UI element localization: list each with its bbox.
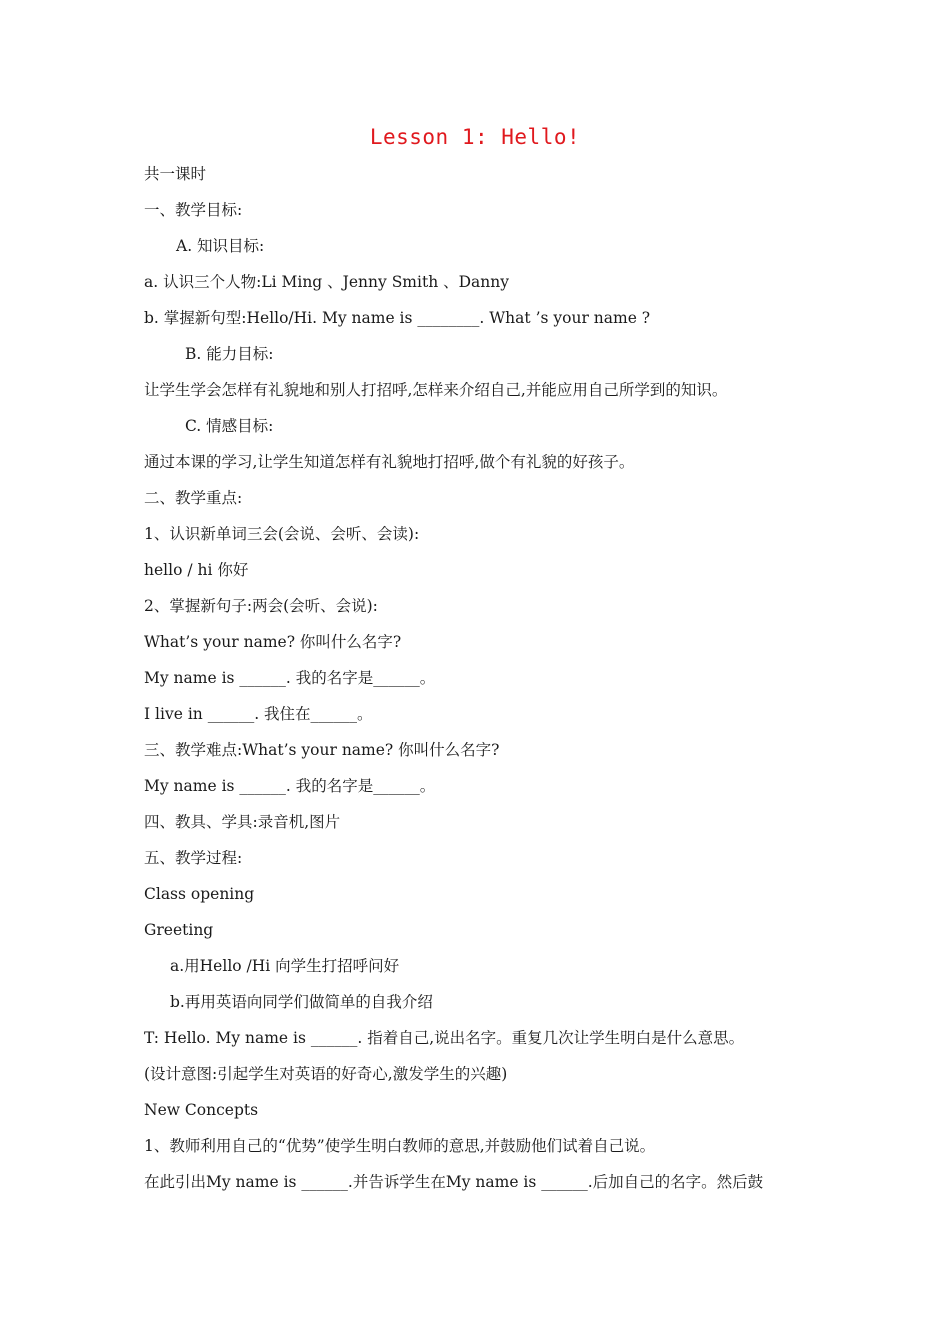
line-sentence-patterns: b. 掌握新句型:Hello/Hi. My name is ________. What ’s your name ?: [144, 309, 651, 327]
line-greeting: Greeting: [144, 921, 214, 939]
line-whats-your-name: What’s your name? 你叫什么名字?: [144, 633, 402, 651]
line-concept-1: 1、教师利用自己的“优势”使学生明白教师的意思,并鼓励他们试着自己说。: [144, 1137, 656, 1155]
subheading-knowledge-goals: A. 知识目标:: [176, 237, 265, 255]
line-know-characters: a. 认识三个人物:Li Ming 、Jenny Smith 、Danny: [144, 273, 509, 291]
line-greeting-b: b.再用英语向同学们做简单的自我介绍: [170, 993, 433, 1011]
line-class-opening: Class opening: [144, 885, 255, 903]
subheading-ability-goals: B. 能力目标:: [185, 345, 274, 363]
line-new-words: 1、认识新单词三会(会说、会听、会读):: [144, 525, 420, 543]
heading-difficult-points: 三、教学难点:What’s your name? 你叫什么名字?: [144, 741, 500, 759]
line-hello-hi: hello / hi 你好: [144, 561, 249, 579]
line-teacher-intro: T: Hello. My name is ______. 指着自己,说出名字。重复几次让学生明白是什么意思。: [144, 1029, 745, 1047]
line-emotion-description: 通过本课的学习,让学生知道怎样有礼貌地打招呼,做个有礼貌的好孩子。: [144, 453, 635, 471]
line-new-sentences: 2、掌握新句子:两会(会听、会说):: [144, 597, 378, 615]
line-class-count: 共一课时: [144, 165, 207, 183]
line-ability-description: 让学生学会怎样有礼貌地和别人打招呼,怎样来介绍自己,并能应用自己所学到的知识。: [144, 381, 728, 399]
line-concept-1-cont: 在此引出My name is ______.并告诉学生在My name is ______.后加自己的名字。然后鼓: [144, 1173, 764, 1191]
line-i-live-in: I live in ______. 我住在______。: [144, 705, 373, 723]
heading-teaching-process: 五、教学过程:: [144, 849, 243, 867]
heading-teaching-goals: 一、教学目标:: [144, 201, 243, 219]
line-my-name-is-2: My name is ______. 我的名字是______。: [144, 777, 436, 795]
line-design-intent: (设计意图:引起学生对英语的好奇心,激发学生的兴趣): [144, 1065, 508, 1083]
heading-key-points: 二、教学重点:: [144, 489, 243, 507]
line-my-name-is: My name is ______. 我的名字是______。: [144, 669, 436, 687]
subheading-emotion-goals: C. 情感目标:: [185, 417, 274, 435]
heading-teaching-aids: 四、教具、学具:录音机,图片: [144, 813, 341, 831]
line-greeting-a: a.用Hello /Hi 向学生打招呼问好: [170, 957, 400, 975]
lesson-title: Lesson 1: Hello!: [369, 125, 581, 149]
line-new-concepts: New Concepts: [144, 1101, 259, 1119]
